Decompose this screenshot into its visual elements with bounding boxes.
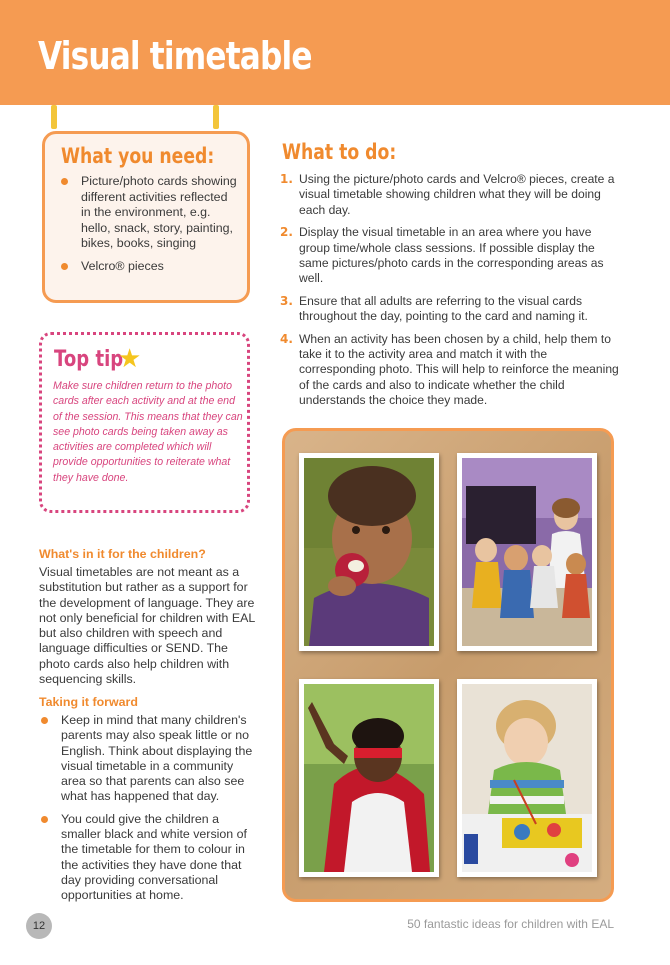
benefits-text: Visual timetables are not meant as a substitution but rather as a support for the development of language. They are not only beneficial for children with EAL but also children with speech and language difficulties or SEND. The photo cards also help children with sequencing skills. [39, 565, 255, 687]
book-title-footer: 50 fantastic ideas for children with EAL [407, 917, 614, 931]
photo-child-eating-apple [299, 453, 439, 651]
step-item: 1. Using the picture/photo cards and Velcro® pieces, create a visual timetable showing children what they will be doing each day. [280, 172, 615, 217]
page-number: 12 [26, 913, 52, 939]
page-header [0, 0, 670, 105]
list-item: Picture/photo cards showing different activities reflected in the environment, e.g. hello, snack, story, painting, bikes, books, singing [59, 174, 239, 252]
what-to-do-steps [280, 172, 620, 416]
what-you-need-title: What you need: [61, 144, 215, 168]
list-item: You could give the children a smaller black and white version of the timetable for them to colour in the activities they have done that day providing conversational opportunities at home. [39, 812, 261, 904]
benefits-heading: What's in it for the children? [39, 547, 206, 561]
bullet-icon [41, 816, 48, 823]
step-item: 2. Display the visual timetable in an area where you have group time/whole class sessions. If possible display the same pictures/photo cards in the corresponding areas as well. [280, 225, 604, 286]
what-you-need-box [42, 131, 250, 303]
bullet-icon [61, 178, 68, 185]
what-you-need-list [59, 174, 239, 281]
taking-forward-heading: Taking it forward [39, 695, 138, 709]
top-tip-box [39, 332, 250, 513]
list-item: Velcro® pieces [59, 259, 239, 275]
photo-child-superhero [299, 679, 439, 877]
bullet-icon [41, 717, 48, 724]
photo-board [282, 428, 614, 902]
step-item: 4. When an activity has been chosen by a child, help them to take it to the activity area and match it with the corresponding photo. This will help to reinforce the meaning of the cards and also to indicate whether the child understands the choice they made. [280, 331, 619, 408]
hanger-right [213, 105, 219, 129]
list-item: Keep in mind that many children's parents may also speak little or no English. Think about displaying the visual timetable in a community area so that parents can also see what has happened that day. [39, 713, 261, 805]
hanger-left [51, 105, 57, 129]
top-tip-text: Make sure children return to the photo cards after each activity and at the end of the session. This means that they can see photo cards being taken away as activities are completed which will provide opportunities to reiterate what they have done. [53, 380, 243, 484]
page-title: Visual timetable [38, 34, 312, 78]
photo-child-painting [457, 679, 597, 877]
top-tip-title: Top tip [54, 347, 124, 372]
what-to-do-title: What to do: [282, 140, 397, 164]
bullet-icon [61, 263, 68, 270]
star-icon: ★ [118, 343, 142, 373]
photo-group-singing [457, 453, 597, 651]
step-item: 3. Ensure that all adults are referring to the visual cards throughout the day, pointing to the card and naming it. [280, 293, 588, 324]
taking-forward-list [39, 713, 261, 911]
